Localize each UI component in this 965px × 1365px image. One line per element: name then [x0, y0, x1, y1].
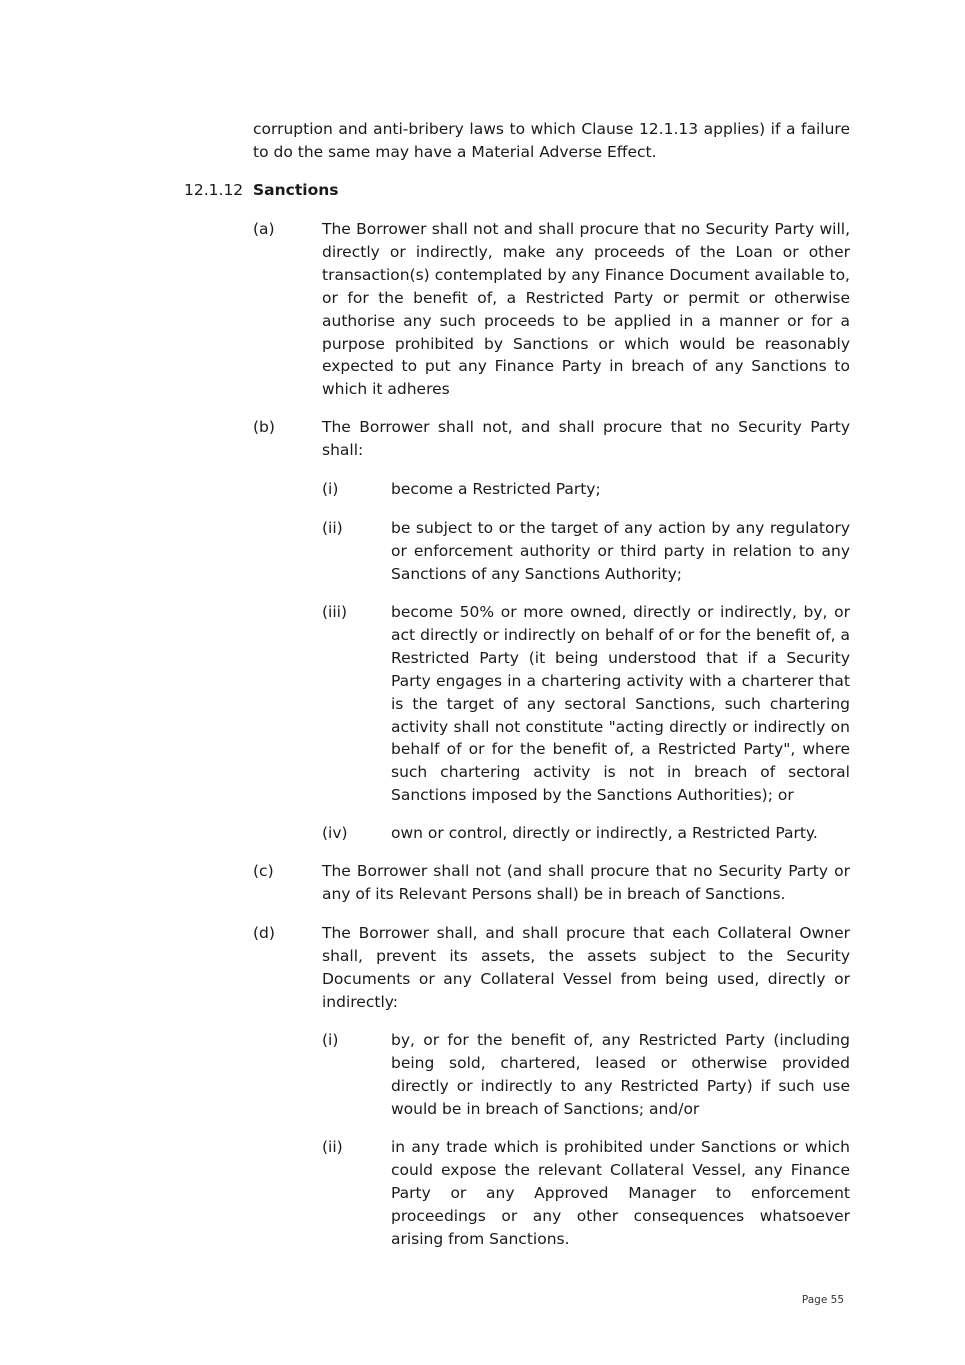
page-number: Page 55	[801, 1294, 844, 1306]
item-b-iv-text: own or control, directly or indirectly, a Restricted Party.	[391, 824, 818, 842]
clause-number: 12.1.12	[184, 181, 244, 199]
item-b-iii-label: (iii)	[322, 603, 348, 621]
item-b-label: (b)	[253, 418, 275, 436]
item-b-iii-text: become 50% or more owned, directly or indirectly, by, or act directly or indirectly on behalf of or for the benefit of, a Restricted Party (it being understood that if a Security Party engages in a chartering activity with a charterer that is the target of any sectoral Sanctions, such chartering activity shall not constitute "acting directly or indirectly on behalf of or for the benefit of, a Restricted Party", where such chartering activity is not in breach of sectoral Sanctions imposed by the Sanctions Authorities); or	[391, 603, 850, 805]
item-b-i-label: (i)	[322, 480, 339, 498]
item-b-iv-label: (iv)	[322, 824, 348, 842]
clause-title: Sanctions	[253, 181, 339, 199]
item-a-text: The Borrower shall not and shall procure that no Security Party will, directly or indirectly, make any proceeds of the Loan or other transaction(s) contemplated by any Finance Document available to, or for the benefit of, a Restricted Party or permit or otherwise authorise any such proceeds to be applied in a manner or for a purpose prohibited by Sanctions or which would be reasonably expected to put any Finance Party in breach of any Sanctions to which it adheres	[322, 220, 850, 399]
item-b-ii-text: be subject to or the target of any action by any regulatory or enforcement authority or third party in relation to any Sanctions of any Sanctions Authority;	[391, 519, 850, 583]
item-c-text: The Borrower shall not (and shall procure that no Security Party or any of its Relevant Persons shall) be in breach of Sanctions.	[322, 862, 850, 903]
item-c-label: (c)	[253, 862, 274, 880]
item-b-text: The Borrower shall not, and shall procure that no Security Party shall:	[322, 418, 850, 459]
item-d-i-label: (i)	[322, 1031, 339, 1049]
item-d-text: The Borrower shall, and shall procure that each Collateral Owner shall, prevent its assets, the assets subject to the Security Documents or any Collateral Vessel from being used, directly or indirectly:	[322, 924, 850, 1011]
item-d-ii-text: in any trade which is prohibited under Sanctions or which could expose the relevant Collateral Vessel, any Finance Party or any Approved Manager to enforcement proceedings or any other consequences whatsoever arising from Sanctions.	[391, 1138, 850, 1248]
item-d-i-text: by, or for the benefit of, any Restricted Party (including being sold, chartered, leased or otherwise provided directly or indirectly to any Restricted Party) if such use would be in breach of Sanctions; and/or	[391, 1031, 850, 1118]
item-a-label: (a)	[253, 220, 275, 238]
item-b-ii-label: (ii)	[322, 519, 343, 537]
item-d-label: (d)	[253, 924, 275, 942]
intro-paragraph: corruption and anti-bribery laws to which Clause 12.1.13 applies) if a failure to do the same may have a Material Adverse Effect.	[253, 120, 850, 161]
item-d-ii-label: (ii)	[322, 1138, 343, 1156]
item-b-i-text: become a Restricted Party;	[391, 480, 601, 498]
